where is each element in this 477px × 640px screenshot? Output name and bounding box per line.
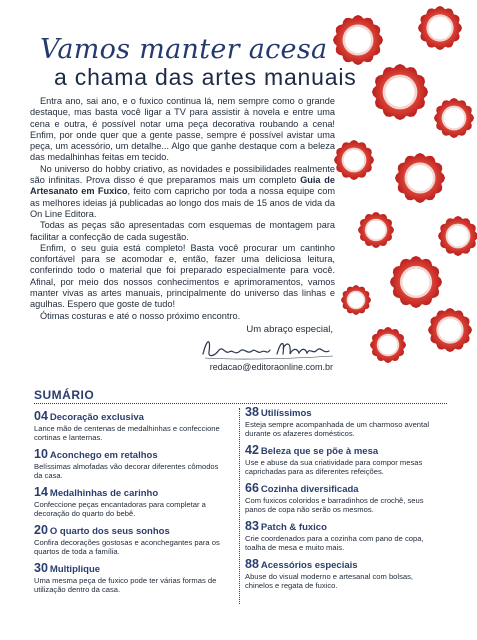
entry-title: Multiplique — [49, 564, 101, 575]
fuxico-flowers-illustration — [330, 0, 477, 380]
paragraph: Enfim, o seu guia está completo! Basta você procurar um cantinho confortável para se acomodar e, então, fazer uma deliciosa leitura, conferindo todo o material que foi preparado especialmente para você. Afinal, por meio dos nossos conhecimentos e aprimoramentos, vamos manter vivas as artes manuais, principalmente do universo das linhas e agulhas. Espero que goste de tudo! — [30, 242, 335, 310]
entry-description: Belíssimas almofadas vão decorar diferentes cômodos da casa. — [34, 462, 219, 481]
entry-description: Lance mão de centenas de medalhinhas e confeccione cortinas e lanternas. — [34, 424, 220, 443]
entry-description: Use e abuse da sua criatividade para compor mesas caprichadas para as diferentes refeições. — [245, 458, 423, 477]
guide-name: Guia de Artesanato em Fuxico — [30, 175, 335, 197]
page-number: 30 — [34, 561, 48, 575]
fuxico-flower — [333, 15, 383, 65]
sumario-entry — [34, 561, 226, 595]
fuxico-flower — [334, 140, 374, 180]
page-title-line1: Vamos manter acesa — [40, 34, 328, 65]
contact-email: redacao@editoraonline.com.br — [209, 362, 333, 372]
page-number: 14 — [34, 485, 48, 499]
page-number: 10 — [34, 447, 48, 461]
entry-title: Beleza que se põe à mesa — [260, 446, 379, 457]
fuxico-flower — [341, 285, 371, 315]
sumario-entry — [34, 447, 226, 481]
entry-title: Decoração exclusiva — [49, 412, 144, 423]
entry-description: Crie coordenados para a cozinha com pano de copa, toalha de mesa e muito mais. — [245, 534, 424, 553]
page-number: 88 — [245, 557, 259, 571]
divider — [34, 403, 447, 404]
page-number: 83 — [245, 519, 259, 533]
entry-description: Esteja sempre acompanhada de um charmoso avental durante os afazeres domésticos. — [245, 420, 430, 439]
entry-title: O quarto dos seus sonhos — [49, 526, 170, 537]
signature-image — [197, 334, 337, 362]
paragraph: No universo do hobby criativo, as novidades e possibilidades realmente são infinitas. Prova disso é que preparamos mais um completo Guia de Artesanato em Fuxico, feito com capricho por toda a nossa equipe com as melhores ideias já publicadas ao longo dos mais de 15 anos de vida da On Line Editora. — [30, 163, 335, 219]
sumario-entry — [34, 523, 226, 557]
editorial-text — [30, 96, 335, 322]
sumario-entry — [34, 409, 226, 443]
paragraph: Ótimas costuras e até o nosso próximo encontro. — [40, 310, 241, 321]
entry-description: Confira decorações gostosas e aconchegantes para os quartos de toda a família. — [34, 538, 220, 557]
entry-title: Patch & fuxico — [260, 522, 327, 533]
entry-title: Acessórios especiais — [260, 560, 358, 571]
sumario-entry — [245, 405, 437, 439]
fuxico-flower — [428, 308, 472, 352]
fuxico-flower — [438, 216, 477, 256]
entry-description: Com fuxicos coloridos e barradinhos de crochê, seus panos de copa não serão os mesmos. — [245, 496, 424, 515]
entry-title: Utilíssimos — [260, 408, 312, 419]
sumario-entry — [245, 557, 437, 591]
sumario-title: SUMÁRIO — [34, 388, 95, 402]
fuxico-flower — [358, 212, 394, 248]
page-number: 20 — [34, 523, 48, 537]
page-title-line2: a chama das artes manuais — [54, 64, 357, 90]
sumario-entry — [245, 519, 437, 553]
entry-description: Uma mesma peça de fuxico pode ter várias formas de utilização dentro da casa. — [34, 576, 217, 595]
entry-title: Medalhinhas de carinho — [49, 488, 159, 499]
paragraph: Todas as peças são apresentadas com esquemas de montagem para facilitar a confecção de cada sugestão. — [30, 220, 335, 242]
paragraph: Entra ano, sai ano, e o fuxico continua lá, nem sempre como o grande destaque, mas basta você ligar a TV para assistir à novela e entre uma cena e outra, é possível notar uma peça decorativa roubando a cena! Enfim, por onde quer que a gente passe, sempre é possível avistar uma peça, um acessório, um detalhe... Algo que ganhe destaque com a beleza das medalhinhas feitas em tecido. — [30, 96, 335, 163]
page-number: 38 — [245, 405, 259, 419]
page-number: 04 — [34, 409, 48, 423]
fuxico-flower — [372, 64, 428, 120]
entry-title: Aconchego em retalhos — [49, 450, 158, 461]
sumario-entry — [34, 485, 226, 519]
fuxico-flower — [434, 98, 474, 138]
fuxico-flower — [390, 256, 442, 308]
fuxico-flower — [370, 327, 406, 363]
fuxico-flower — [418, 6, 462, 50]
sumario-entry — [245, 481, 437, 515]
signoff-text: Um abraço especial, — [246, 324, 333, 335]
entry-description: Confeccione peças encantadoras para completar a decoração do quarto do bebê. — [34, 500, 206, 519]
page-number: 66 — [245, 481, 259, 495]
sumario-entry — [245, 443, 437, 477]
column-divider — [239, 408, 240, 604]
fuxico-flower — [395, 153, 445, 203]
entry-title: Cozinha diversificada — [260, 484, 359, 495]
page-number: 42 — [245, 443, 259, 457]
entry-description: Abuse do visual moderno e artesanal com bolsas, chinelos e regata de fuxico. — [245, 572, 414, 591]
